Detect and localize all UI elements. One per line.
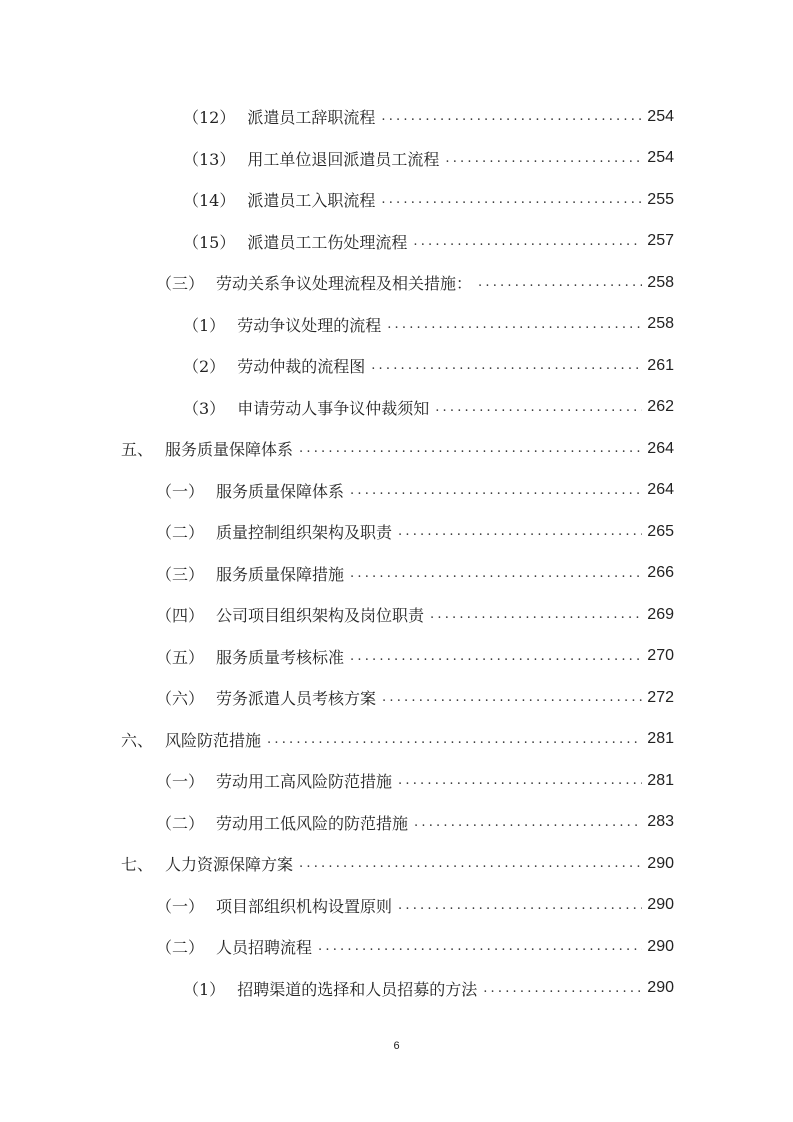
toc-entry-number: （一） (156, 772, 205, 792)
toc-entry-page: 281 (647, 730, 674, 748)
toc-entry-page: 283 (647, 813, 674, 831)
toc-entry[interactable] (0, 843, 793, 885)
toc-entry-page: 270 (647, 647, 674, 665)
toc-dot-leader (381, 109, 642, 124)
toc-dot-leader (435, 400, 642, 415)
toc-entry[interactable] (0, 594, 793, 636)
toc-dot-leader (387, 317, 642, 332)
toc-entry-page: 262 (647, 398, 674, 416)
toc-entry-page: 272 (647, 688, 674, 706)
toc-entry-page: 290 (647, 937, 674, 955)
toc-dot-leader (382, 690, 642, 705)
toc-entry-number: 七、 (121, 855, 154, 875)
toc-entry-title: 派遣员工辞职流程 (247, 108, 376, 128)
toc-entry-number: （13） (183, 149, 236, 169)
toc-entry-title: 劳动关系争议处理流程及相关措施： (216, 274, 473, 294)
toc-dot-leader (398, 773, 642, 788)
toc-entry-title: 人力资源保障方案 (165, 855, 294, 875)
toc-entry-title: 劳动用工低风险的防范措施 (216, 813, 409, 833)
toc-dot-leader (430, 607, 642, 622)
toc-entry[interactable] (0, 221, 793, 263)
toc-entry[interactable] (0, 677, 793, 719)
toc-entry[interactable] (0, 345, 793, 387)
toc-dot-leader (299, 441, 642, 456)
toc-entry[interactable] (0, 885, 793, 927)
toc-entry-number: （三） (156, 274, 205, 294)
toc-entry[interactable] (0, 511, 793, 553)
toc-entry-title: 项目部组织机构设置原则 (216, 896, 393, 916)
toc-entry-page: 266 (647, 564, 674, 582)
toc-entry[interactable] (0, 262, 793, 304)
toc-dot-leader (478, 275, 642, 290)
toc-entry[interactable] (0, 179, 793, 221)
toc-entry-title: 服务质量保障措施 (216, 564, 345, 584)
toc-dot-leader (350, 649, 642, 664)
toc-entry-title: 派遣员工工伤处理流程 (247, 232, 408, 252)
toc-entry-number: （一） (156, 481, 205, 501)
toc-entry-page: 258 (647, 273, 674, 291)
toc-entry-page: 290 (647, 854, 674, 872)
toc-entry-page: 264 (647, 439, 674, 457)
toc-entry-number: （12） (183, 108, 236, 128)
toc-entry-title: 人员招聘流程 (216, 938, 313, 958)
toc-entry[interactable] (0, 138, 793, 180)
toc-entry-title: 申请劳动人事争议仲裁须知 (237, 398, 430, 418)
toc-entry-page: 265 (647, 522, 674, 540)
toc-entry-page: 290 (647, 896, 674, 914)
toc-entry[interactable] (0, 428, 793, 470)
toc-entry[interactable] (0, 968, 793, 1010)
toc-dot-leader (350, 483, 642, 498)
toc-entry-number: （3） (183, 398, 226, 418)
toc-entry-title: 服务质量保障体系 (216, 481, 345, 501)
toc-entry[interactable] (0, 553, 793, 595)
toc-entry-title: 服务质量保障体系 (165, 440, 294, 460)
toc-entry-page: 254 (647, 149, 674, 167)
toc-entry-page: 255 (647, 190, 674, 208)
toc-entry-number: （二） (156, 523, 205, 543)
toc-entry-number: （五） (156, 647, 205, 667)
toc-dot-leader (299, 856, 642, 871)
page-number: 6 (393, 1040, 400, 1052)
toc-entry-title: 用工单位退回派遣员工流程 (247, 149, 440, 169)
toc-entry-title: 质量控制组织架构及职责 (216, 523, 393, 543)
toc-entry-title: 派遣员工入职流程 (247, 191, 376, 211)
toc-entry[interactable] (0, 96, 793, 138)
toc-entry-number: （15） (183, 232, 236, 252)
toc-entry-title: 风险防范措施 (165, 730, 262, 750)
toc-entry-title: 劳务派遣人员考核方案 (216, 689, 377, 709)
toc-entry[interactable] (0, 636, 793, 678)
toc-entry-number: （六） (156, 689, 205, 709)
toc-entry-number: （2） (183, 357, 226, 377)
toc-entry-page: 264 (647, 481, 674, 499)
toc-entry-page: 254 (647, 107, 674, 125)
toc-dot-leader (371, 358, 642, 373)
table-of-contents (0, 96, 793, 1009)
toc-entry[interactable] (0, 802, 793, 844)
toc-entry-number: （一） (156, 896, 205, 916)
toc-entry-page: 281 (647, 771, 674, 789)
toc-entry-page: 269 (647, 605, 674, 623)
toc-entry-page: 258 (647, 315, 674, 333)
toc-entry-number: 六、 (121, 730, 154, 750)
toc-entry-page: 257 (647, 232, 674, 250)
toc-entry-page: 290 (647, 979, 674, 997)
toc-entry-number: （14） (183, 191, 236, 211)
toc-entry-number: （二） (156, 813, 205, 833)
toc-dot-leader (267, 732, 642, 747)
toc-entry[interactable] (0, 387, 793, 429)
toc-entry-title: 服务质量考核标准 (216, 647, 345, 667)
toc-dot-leader (381, 192, 642, 207)
toc-entry-title: 公司项目组织架构及岗位职责 (216, 606, 425, 626)
toc-entry-number: （1） (183, 315, 226, 335)
toc-dot-leader (398, 898, 642, 913)
toc-dot-leader (483, 981, 642, 996)
toc-entry[interactable] (0, 926, 793, 968)
toc-entry-page: 261 (647, 356, 674, 374)
toc-dot-leader (350, 566, 642, 581)
toc-dot-leader (445, 151, 642, 166)
toc-dot-leader (318, 939, 642, 954)
toc-entry[interactable] (0, 760, 793, 802)
toc-entry[interactable] (0, 304, 793, 346)
toc-dot-leader (414, 815, 642, 830)
toc-entry-number: 五、 (121, 440, 154, 460)
toc-dot-leader (398, 524, 642, 539)
toc-entry-title: 劳动争议处理的流程 (237, 315, 382, 335)
toc-entry-number: （1） (183, 979, 226, 999)
toc-entry[interactable] (0, 719, 793, 761)
toc-entry-title: 劳动仲裁的流程图 (237, 357, 366, 377)
toc-entry[interactable] (0, 470, 793, 512)
toc-entry-title: 劳动用工高风险防范措施 (216, 772, 393, 792)
toc-entry-number: （三） (156, 564, 205, 584)
toc-entry-number: （四） (156, 606, 205, 626)
toc-entry-number: （二） (156, 938, 205, 958)
toc-dot-leader (413, 234, 642, 249)
toc-entry-title: 招聘渠道的选择和人员招募的方法 (237, 979, 478, 999)
